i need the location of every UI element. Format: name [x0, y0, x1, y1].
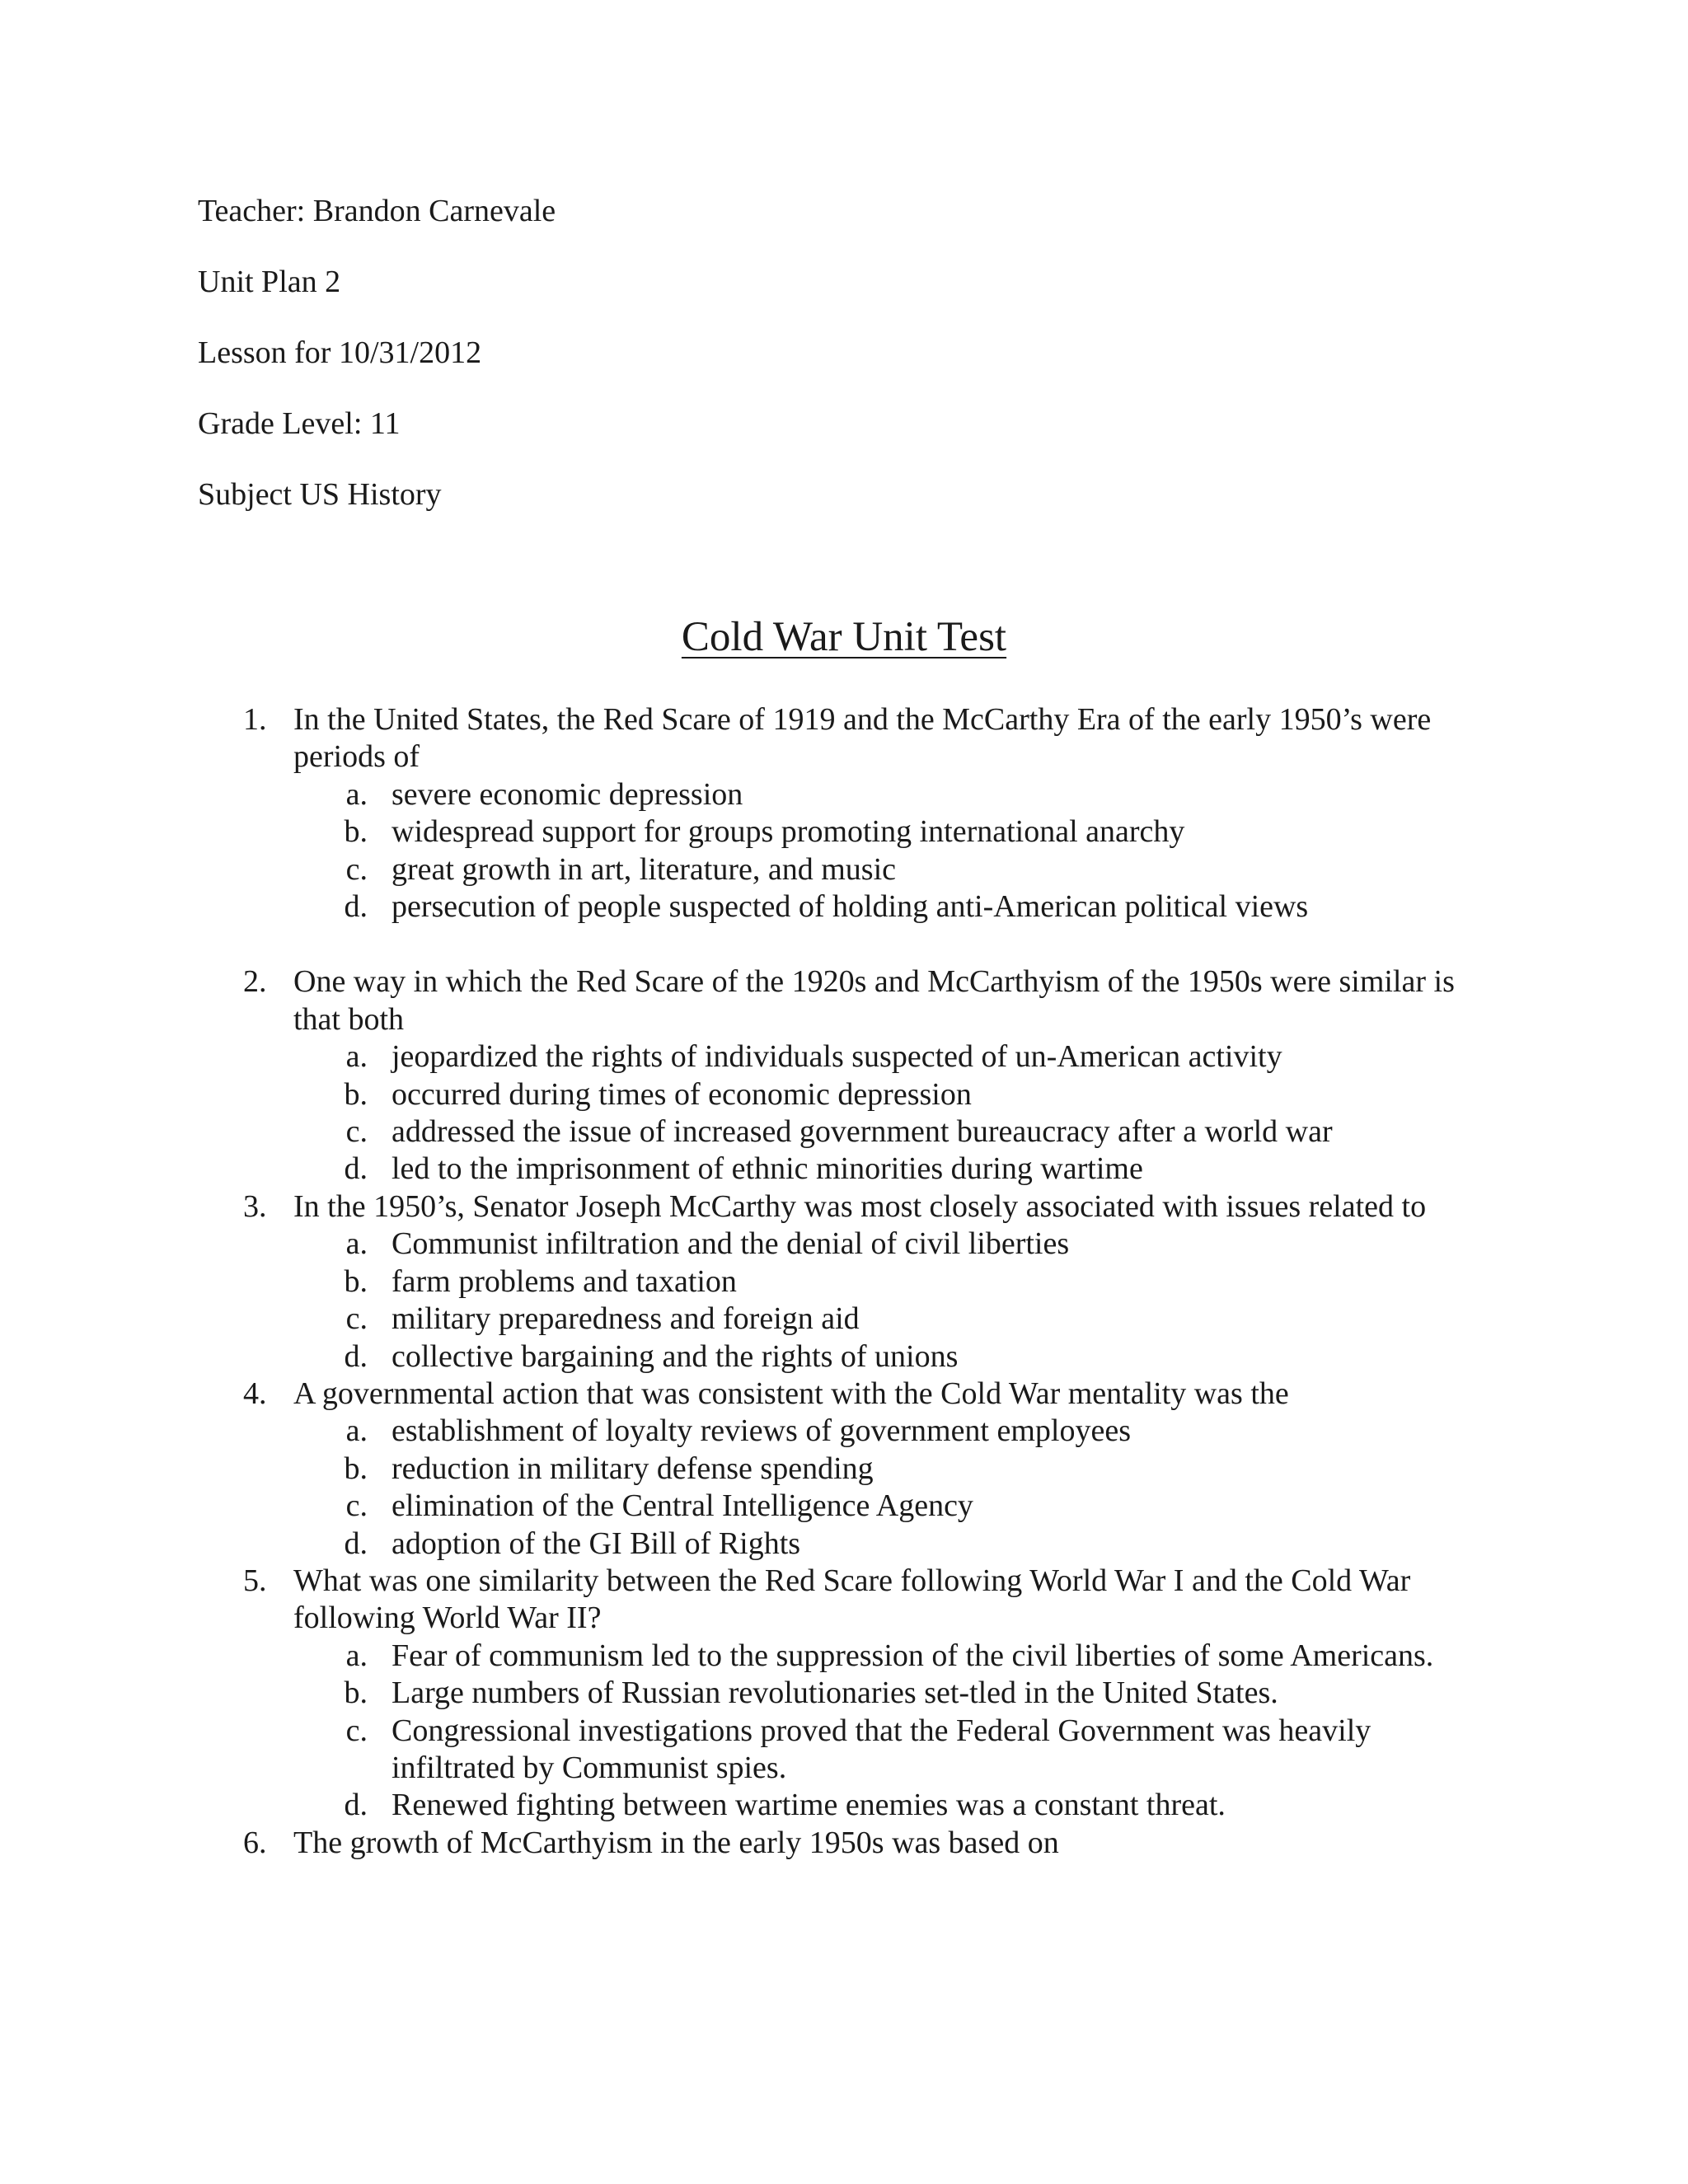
option-letter: a. — [345, 1226, 368, 1262]
option-letter: c. — [345, 851, 368, 887]
question-3 — [0, 1188, 1688, 1226]
option-text: elimination of the Central Intelligence Agency — [392, 1488, 973, 1524]
option-letter: a. — [345, 1638, 368, 1673]
option-letter: b. — [344, 814, 368, 850]
question-number: 4. — [243, 1376, 267, 1411]
question-6 — [0, 1825, 1688, 1862]
option-text: jeopardized the rights of individuals suspected of un-American activity — [392, 1039, 1282, 1075]
option-text: led to the imprisonment of ethnic minorities during wartime — [392, 1151, 1143, 1187]
option-text: Communist infiltration and the denial of civil liberties — [392, 1226, 1070, 1262]
grade-level-line: Grade Level: 11 — [198, 406, 401, 441]
answer-option — [0, 1263, 1688, 1301]
answer-option — [0, 1638, 1688, 1675]
answer-option — [0, 1787, 1688, 1824]
question-number: 2. — [243, 964, 267, 1000]
option-letter: b. — [344, 1076, 368, 1112]
question-2 — [0, 963, 1688, 1038]
option-letter: a. — [345, 1039, 368, 1075]
teacher-line: Teacher: Brandon Carnevale — [198, 194, 556, 228]
answer-option — [0, 1413, 1688, 1450]
option-letter: c. — [345, 1713, 368, 1748]
option-letter: c. — [345, 1114, 368, 1150]
subject-line: Subject US History — [198, 477, 442, 512]
answer-option — [0, 851, 1688, 888]
option-text: adoption of the GI Bill of Rights — [392, 1526, 801, 1561]
option-letter: c. — [345, 1301, 368, 1337]
answer-option — [0, 776, 1688, 813]
question-text: The growth of McCarthyism in the early 1950s was based on — [293, 1825, 1059, 1860]
lesson-date-line: Lesson for 10/31/2012 — [198, 335, 482, 370]
question-5 — [0, 1563, 1688, 1638]
option-text: Large numbers of Russian revolutionaries set-tled in the United States. — [392, 1675, 1278, 1711]
answer-option — [0, 1113, 1688, 1151]
option-letter: d. — [344, 889, 368, 925]
answer-option — [0, 813, 1688, 851]
answer-option — [0, 1076, 1688, 1113]
option-letter: d. — [344, 1338, 368, 1374]
answer-option — [0, 1226, 1688, 1263]
option-text: collective bargaining and the rights of unions — [392, 1338, 959, 1374]
lesson-header — [198, 192, 556, 546]
question-text: A governmental action that was consistent with the Cold War mentality was the — [293, 1376, 1289, 1411]
option-text: Renewed fighting between wartime enemies was a constant threat. — [392, 1788, 1226, 1823]
option-text: great growth in art, literature, and music — [392, 851, 897, 887]
option-text: Congressional investigations proved that the Federal Government was heavily infiltrated by Communist spies. — [392, 1713, 1372, 1785]
question-text: One way in which the Red Scare of the 1920s and McCarthyism of the 1950s were similar is that both — [293, 964, 1455, 1037]
question-number: 3. — [243, 1188, 267, 1224]
answer-option — [0, 888, 1688, 926]
answer-option — [0, 1451, 1688, 1488]
answer-option — [0, 1151, 1688, 1188]
answer-option — [0, 1301, 1688, 1338]
option-letter: b. — [344, 1675, 368, 1711]
question-text: What was one similarity between the Red Scare following World War I and the Cold War following World War II? — [293, 1563, 1411, 1636]
question-number: 6. — [243, 1825, 267, 1860]
option-text: Fear of communism led to the suppression of the civil liberties of some Americans. — [392, 1638, 1434, 1673]
option-letter: d. — [344, 1151, 368, 1187]
option-letter: b. — [344, 1263, 368, 1299]
question-text: In the 1950’s, Senator Joseph McCarthy was most closely associated with issues related to — [293, 1188, 1427, 1224]
answer-option — [0, 1038, 1688, 1076]
option-text: military preparedness and foreign aid — [392, 1301, 860, 1337]
test-title: Cold War Unit Test — [681, 614, 1007, 660]
question-text: In the United States, the Red Scare of 1919 and the McCarthy Era of the early 1950’s were periods of — [293, 702, 1432, 775]
question-1 — [0, 701, 1688, 776]
option-letter: c. — [345, 1488, 368, 1524]
option-text: severe economic depression — [392, 776, 743, 812]
unit-line: Unit Plan 2 — [198, 265, 341, 299]
answer-option — [0, 1488, 1688, 1525]
option-letter: d. — [344, 1788, 368, 1823]
question-number: 1. — [243, 702, 267, 737]
option-text: persecution of people suspected of holding anti-American political views — [392, 889, 1309, 925]
answer-option — [0, 1713, 1688, 1788]
option-letter: a. — [345, 1413, 368, 1449]
option-text: reduction in military defense spending — [392, 1451, 874, 1486]
option-text: occurred during times of economic depression — [392, 1076, 972, 1112]
answer-option — [0, 1338, 1688, 1376]
option-text: establishment of loyalty reviews of government employees — [392, 1413, 1131, 1449]
question-4 — [0, 1376, 1688, 1413]
question-list — [0, 701, 1688, 1862]
option-letter: b. — [344, 1451, 368, 1486]
option-text: addressed the issue of increased government bureaucracy after a world war — [392, 1114, 1333, 1150]
option-letter: a. — [345, 776, 368, 812]
option-text: farm problems and taxation — [392, 1263, 737, 1299]
answer-option — [0, 1526, 1688, 1563]
option-text: widespread support for groups promoting international anarchy — [392, 814, 1185, 850]
option-letter: d. — [344, 1526, 368, 1561]
question-number: 5. — [243, 1563, 267, 1598]
answer-option — [0, 1675, 1688, 1712]
